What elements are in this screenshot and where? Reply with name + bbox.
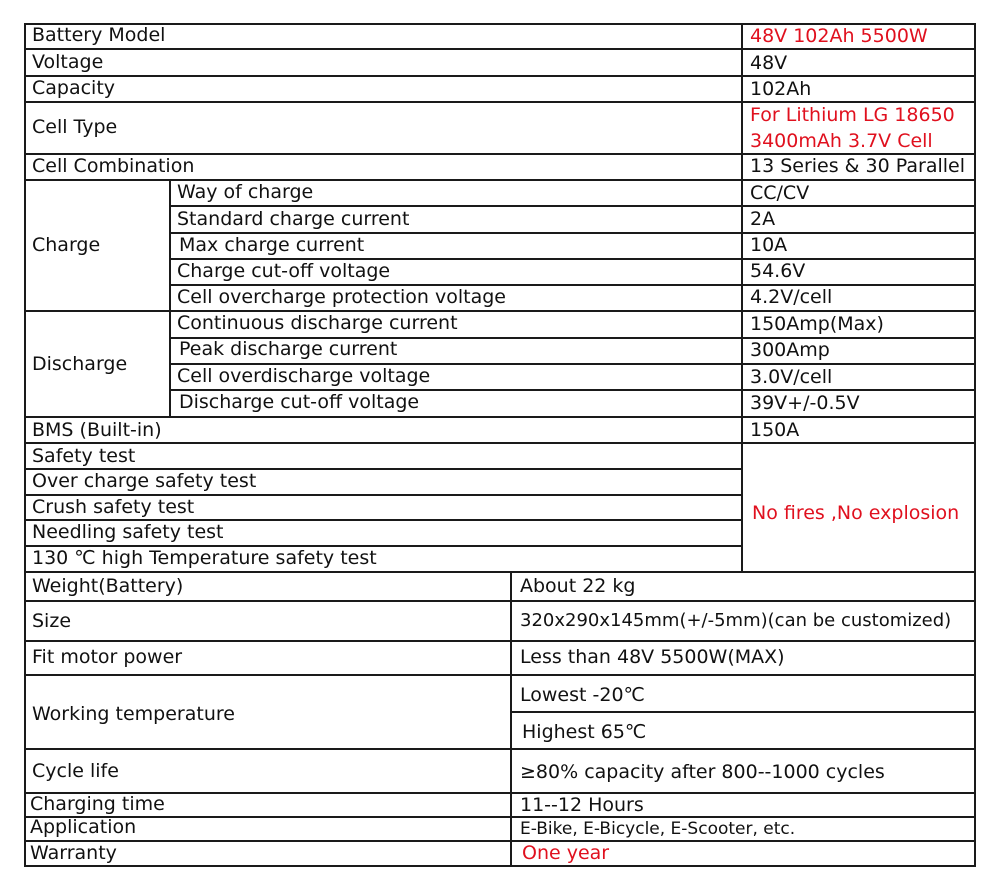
table-border	[24, 101, 976, 103]
working-temperature-lowest: Lowest -20℃	[520, 684, 645, 706]
fit-motor-power-value: Less than 48V 5500W(MAX)	[520, 646, 785, 668]
cell-type-value-line2: 3400mAh 3.7V Cell	[750, 130, 933, 152]
discharge-row-label: Continuous discharge current	[177, 312, 458, 334]
discharge-row-label: Cell overdischarge voltage	[177, 365, 431, 387]
table-border	[741, 23, 743, 572]
discharge-row-value: 300Amp	[750, 339, 830, 361]
voltage-label: Voltage	[32, 51, 104, 73]
discharge-row-value: 39V+/-0.5V	[750, 392, 860, 414]
working-temperature-label: Working temperature	[32, 703, 235, 725]
table-border	[512, 711, 976, 713]
charge-row-value: 2A	[750, 208, 776, 230]
table-border	[24, 816, 976, 818]
safety-test-item: Over charge safety test	[32, 470, 257, 492]
discharge-row-label: Peak discharge current	[179, 338, 398, 360]
discharge-group-label: Discharge	[32, 353, 128, 375]
charge-group-label: Charge	[32, 234, 101, 256]
capacity-label: Capacity	[32, 77, 116, 99]
safety-result: No fires ,No explosion	[752, 502, 960, 524]
table-border	[24, 840, 976, 842]
charge-row-label: Charge cut-off voltage	[177, 260, 391, 282]
bms-value: 150A	[750, 419, 800, 441]
table-border	[24, 416, 976, 418]
charge-row-value: 4.2V/cell	[750, 286, 833, 308]
table-border	[510, 571, 512, 867]
table-border	[24, 442, 976, 444]
table-border	[24, 48, 976, 50]
table-border	[24, 600, 976, 602]
table-border	[24, 179, 976, 181]
table-border	[24, 792, 976, 794]
size-label: Size	[32, 610, 72, 632]
table-border	[24, 571, 976, 573]
warranty-label: Warranty	[30, 842, 117, 864]
safety-test-item: 130 ℃ high Temperature safety test	[32, 547, 377, 569]
discharge-row-value: 150Amp(Max)	[750, 313, 884, 335]
cell-type-value-line1: For Lithium LG 18650	[750, 104, 955, 126]
battery-model-value: 48V 102Ah 5500W	[750, 25, 928, 47]
warranty-value: One year	[522, 842, 610, 864]
charge-row-label: Max charge current	[179, 234, 365, 256]
weight-value: About 22 kg	[520, 575, 636, 597]
application-value: E-Bike, E-Bicycle, E-Scooter, etc.	[520, 819, 796, 839]
safety-test-item: Crush safety test	[32, 496, 195, 518]
cell-type-label: Cell Type	[32, 116, 118, 138]
table-border	[169, 179, 171, 417]
table-border	[974, 23, 976, 867]
charge-row-label: Cell overcharge protection voltage	[177, 286, 506, 308]
cell-combination-label: Cell Combination	[32, 155, 195, 177]
weight-label: Weight(Battery)	[32, 575, 184, 597]
fit-motor-power-label: Fit motor power	[32, 646, 183, 668]
table-border	[24, 75, 976, 77]
discharge-row-label: Discharge cut-off voltage	[179, 391, 420, 413]
table-border	[24, 674, 976, 676]
table-border	[24, 865, 976, 867]
table-border	[24, 310, 976, 312]
charge-row-value: 54.6V	[750, 260, 806, 282]
cycle-life-value: ≥80% capacity after 800--1000 cycles	[520, 761, 885, 783]
charge-row-value: 10A	[750, 234, 788, 256]
capacity-value: 102Ah	[750, 78, 812, 100]
battery-model-label: Battery Model	[32, 24, 166, 46]
safety-test-item: Needling safety test	[32, 521, 224, 543]
cycle-life-label: Cycle life	[32, 760, 119, 782]
voltage-value: 48V	[750, 52, 788, 74]
charging-time-label: Charging time	[30, 793, 165, 815]
cell-combination-value: 13 Series & 30 Parallel	[750, 155, 965, 177]
charge-row-value: CC/CV	[750, 182, 810, 204]
table-border	[169, 205, 976, 207]
application-label: Application	[30, 816, 137, 838]
charging-time-value: 11--12 Hours	[520, 794, 644, 816]
size-value: 320x290x145mm(+/-5mm)(can be customized)	[520, 610, 952, 631]
table-border	[24, 748, 976, 750]
bms-label: BMS (Built-in)	[32, 419, 162, 441]
working-temperature-highest: Highest 65℃	[522, 721, 647, 743]
table-border	[24, 23, 26, 867]
charge-row-label: Standard charge current	[177, 208, 410, 230]
safety-test-item: Safety test	[32, 445, 136, 467]
charge-row-label: Way of charge	[177, 181, 314, 203]
table-border	[24, 640, 976, 642]
discharge-row-value: 3.0V/cell	[750, 366, 833, 388]
